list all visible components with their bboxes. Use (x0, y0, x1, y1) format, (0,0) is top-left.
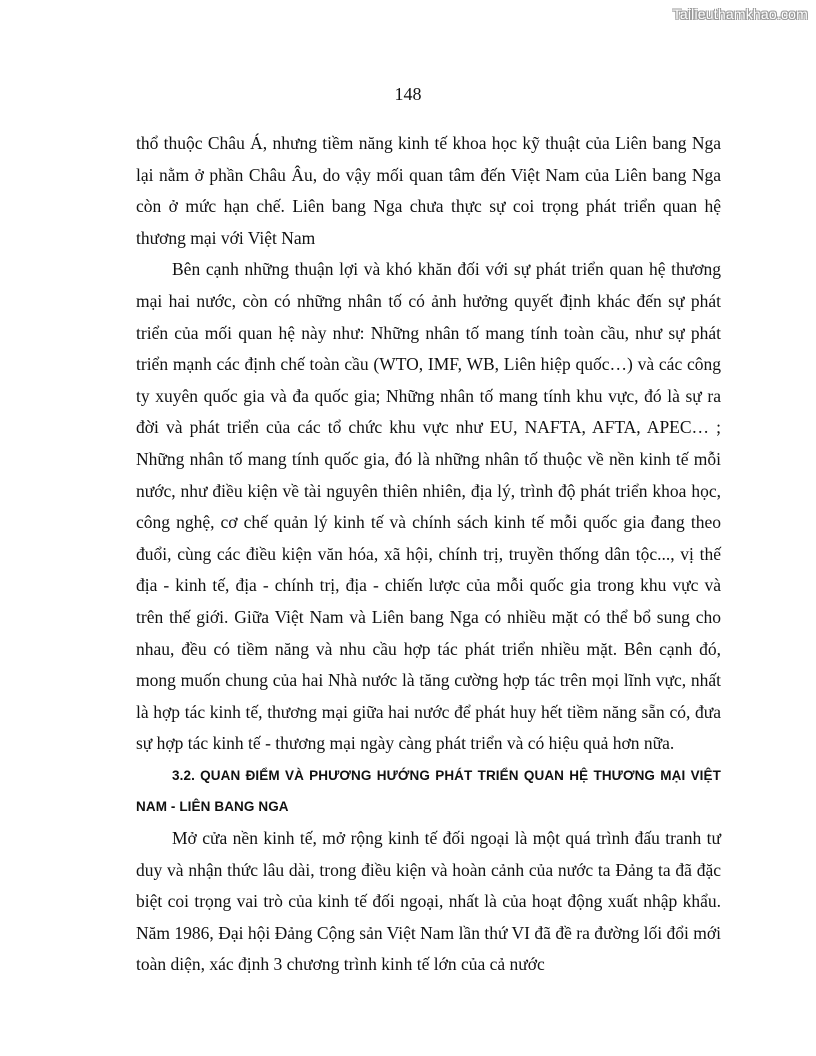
paragraph-factors: Bên cạnh những thuận lợi và khó khăn đối với sự phát triển quan hệ thương mại hai nước, còn có những nhân tố có ảnh hưởng quyết định khác đến sự phát triển của mối quan hệ này như: Những nhân tố mang tính toàn cầu, như sự phát triển mạnh các định chế toàn cầu (WTO, IMF, WB, Liên hiệp quốc…) và các công ty xuyên quốc gia và đa quốc gia; Những nhân tố mang tính khu vực, đó là sự ra đời và phát triển của các tổ chức khu vực như EU, NAFTA, AFTA, APEC… ; Những nhân tố mang tính quốc gia, đó là những nhân tố thuộc về nền kinh tế mỗi nước, như điều kiện về tài nguyên thiên nhiên, địa lý, trình độ phát triển khoa học, công nghệ, cơ chế quản lý kinh tế và chính sách kinh tế mỗi quốc gia đang theo đuổi, cùng các điều kiện văn hóa, xã hội, chính trị, truyền thống dân tộc..., vị thế địa - kinh tế, địa - chính trị, địa - chiến lược của mỗi quốc gia trong khu vực và trên thế giới. Giữa Việt Nam và Liên bang Nga có nhiều mặt có thể bổ sung cho nhau, đều có tiềm năng và nhu cầu hợp tác phát triển nhiều mặt. Bên cạnh đó, mong muốn chung của hai Nhà nước là tăng cường hợp tác trên mọi lĩnh vực, nhất là hợp tác kinh tế, thương mại giữa hai nước để phát huy hết tiềm năng sẵn có, đưa sự hợp tác kinh tế - thương mại ngày càng phát triển và có hiệu quả hơn nữa. (136, 259, 721, 754)
paragraph-opening-economy: Mở cửa nền kinh tế, mở rộng kinh tế đối ngoại là một quá trình đấu tranh tư duy và nhận thức lâu dài, trong điều kiện và hoàn cảnh của nước ta Đảng ta đã đặc biệt coi trọng vai trò của kinh tế đối ngoại, nhất là của hoạt động xuất nhập khẩu. Năm 1986, Đại hội Đảng Cộng sản Việt Nam lần thứ VI đã đề ra đường lối đổi mới toàn diện, xác định 3 chương trình kinh tế lớn của cả nước (136, 828, 721, 975)
watermark: Tailieuthamkhao.com (672, 6, 808, 22)
document-body (136, 128, 721, 981)
page-number: 148 (394, 84, 422, 104)
paragraph-continuation: thổ thuộc Châu Á, nhưng tiềm năng kinh tế khoa học kỹ thuật của Liên bang Nga lại nằm ở phần Châu Âu, do vậy mối quan tâm đến Việt Nam của Liên bang Nga còn ở mức hạn chế. Liên bang Nga chưa thực sự coi trọng phát triển quan hệ thương mại với Việt Nam (136, 133, 721, 248)
section-heading: 3.2. QUAN ĐIỂM VÀ PHƯƠNG HƯỚNG PHÁT TRIỂN QUAN HỆ THƯƠNG MẠI VIỆT NAM - LIÊN BANG NGA (136, 767, 721, 815)
